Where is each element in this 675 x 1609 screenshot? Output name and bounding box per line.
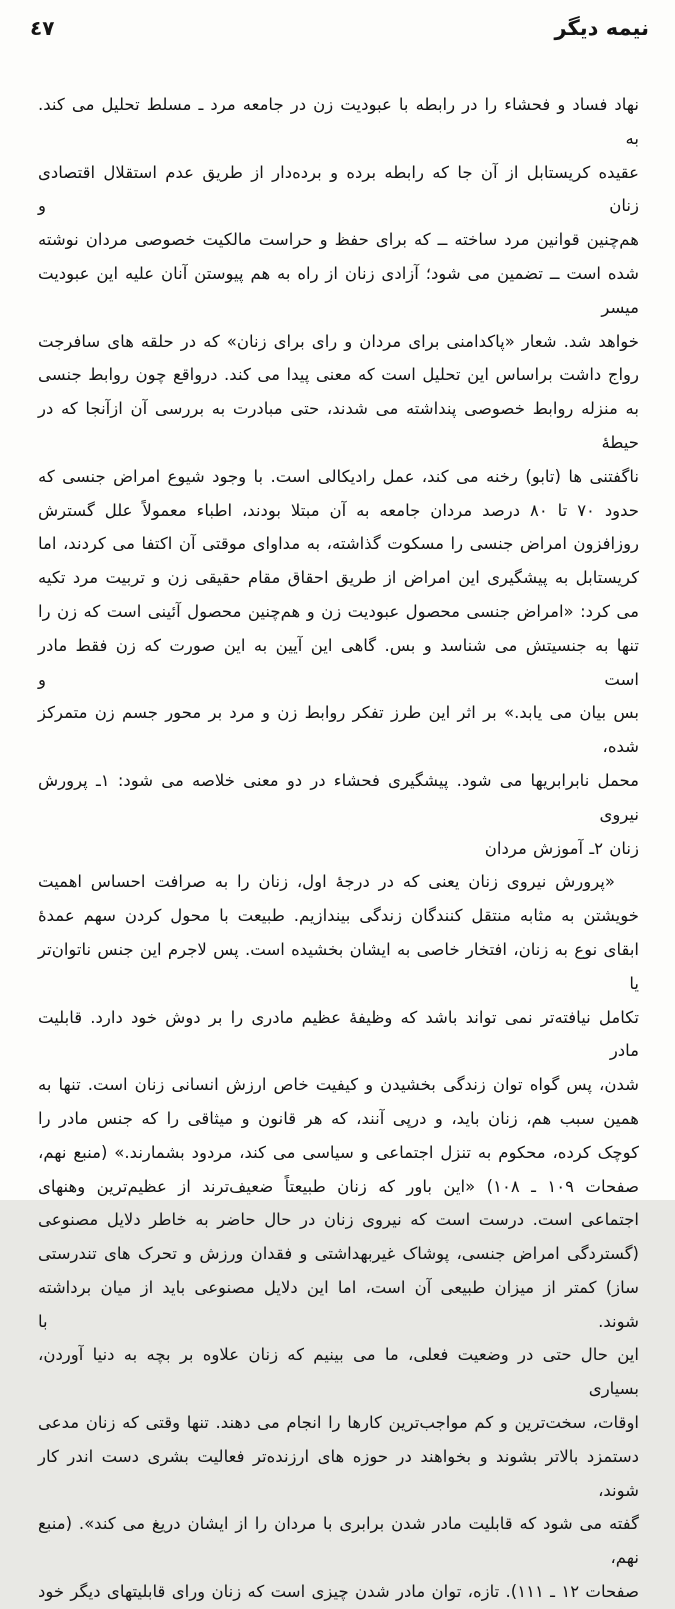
page-number: ٤٧ — [30, 16, 55, 40]
text-line: رواج داشت براساس این تحلیل است که معنی پیدا می کند. درواقع چون روابط جنسی — [38, 365, 639, 385]
text-line: ناگفتنی ها (تابو) رخنه می کند، عمل رادیکالی است. با وجود شیوع امراض جنسی که — [38, 466, 639, 486]
text-line: شده است ــ تضمین می شود؛ آزادی زنان از راه به هم پیوستن آنان علیه این عبودیت میسر — [38, 263, 639, 317]
page-body — [38, 88, 639, 1609]
text-line: زنان ۲ـ آموزش مردان — [484, 838, 639, 858]
text-line: محمل نابرابریها می شود. پیشگیری فحشاء در دو معنی خلاصه می شود: ۱ـ پرورش نیروی — [38, 770, 640, 824]
text-line: تکامل نیافته‌تر نمی تواند باشد که وظیفهٔ عظیم مادری را بر دوش خود دارد. قابلیت مادر — [38, 1007, 639, 1061]
text-line: نهاد فساد و فحشاء را در رابطه با عبودیت زن در جامعه مرد ـ مسلط تحلیل می کند. به — [38, 95, 639, 148]
page-header — [30, 12, 649, 44]
text-line: هم‌چنین قوانین مرد ساخته ــ که برای حفظ و حراست مالکیت خصوصی مردان نوشته — [38, 230, 639, 250]
text-line: اجتماعی است. درست است که نیروی زنان در حال حاضر به خاطر دلایل مصنوعی — [38, 1210, 639, 1230]
text-line: (گستردگی امراض جنسی، پوشاک غیربهداشتی و فقدان ورزش و تحرک های تندرستی — [38, 1244, 639, 1264]
text-line: ساز) کمتر از میزان طبیعی آن است، اما این دلایل مصنوعی باید از میان برداشته شوند. با — [38, 1277, 639, 1331]
text-line: تنها به جنسیتش می شناسد و بس. گاهی این آیین به این صورت که زن فقط مادر است و — [38, 635, 639, 689]
text-line: به منزله روابط خصوصی پنداشته می شدند، حتی مبادرت به بررسی آن ازآنجا که در حیطهٔ — [38, 399, 639, 452]
text-line: روزافزون امراض جنسی را مسکوت گذاشته، به مداوای موقتی آن اکتفا می کردند، اما — [38, 534, 639, 554]
text-line: خویشتن به مثابه منتقل کنندگان زندگی بیندازیم. طبیعت با محول کردن سهم عمدهٔ — [38, 906, 639, 926]
text-line: خواهد شد. شعار «پاکدامنی برای مردان و رای برای زنان» که در حلقه های سافرجت — [38, 331, 639, 351]
text-line: گفته می شود که قابلیت مادر شدن برابری با مردان را از ایشان دریغ می کند». (منبع نهم، — [38, 1514, 639, 1568]
text-line: بس بیان می یابد.» بر اثر این طرز تفکر روابط زن و مرد بر محور جسم زن متمرکز شده، — [38, 703, 639, 757]
text-line: می کرد: «امراض جنسی محصول عبودیت زن و هم‌چنین محصول آئینی است که زن را — [38, 601, 639, 621]
text-line: صفحات ۱۲ ـ ۱۱۱). تازه، توان مادر شدن چیزی است که زنان ورای قابلیتهای دیگر خود — [38, 1582, 639, 1602]
text-line: اوقات، سخت‌ترین و کم مواجب‌ترین کارها را انجام می دهند. تنها وقتی که زنان مدعی — [38, 1413, 639, 1433]
text-line: حدود ۷۰ تا ۸۰ درصد مردان جامعه به آن مبتلا بودند، اطباء معمولاً علل گسترش — [38, 500, 640, 520]
text-line: عقیده کریستابل از آن جا که رابطه برده و برده‌دار از طریق عدم استقلال اقتصادی زنان و — [38, 162, 639, 216]
text-line: همین سبب هم، زنان باید، و درپی آنند، که هر قانون و میثاقی را که جنس مادر را — [38, 1108, 639, 1128]
text-line: صفحات ۱۰۹ ـ ۱۰۸) «این باور که زنان طبیعتاً ضعیف‌ترند از عظیم‌ترین وهنهای — [38, 1176, 639, 1196]
text-line: این حال حتی در وضعیت فعلی، ما می بینیم که زنان علاوه بر بچه به دنیا آوردن، بسیاری — [38, 1345, 639, 1399]
text-line: شدن، پس گواه توان زندگی بخشیدن و کیفیت خاص ارزش انسانی زنان است. تنها به — [38, 1075, 639, 1095]
text-line: «پرورش نیروی زنان یعنی که در درجهٔ اول، زنان را به صرافت احساس اهمیت — [38, 872, 615, 892]
text-line: کوچک کرده، محکوم به تنزل اجتماعی و سیاسی می کند، مردود بشمارند.» (منبع نهم، — [38, 1142, 639, 1162]
text-line: ابقای نوع به زنان، افتخار خاصی به ایشان بخشیده است. پس لاجرم این جنس ناتوان‌تر یا — [38, 939, 639, 993]
book-title: نیمه دیگر — [554, 16, 649, 40]
text-line: کریستابل به پیشگیری این امراض از طریق احقاق مقام حقیقی زن و تربیت مرد تکیه — [38, 568, 639, 588]
text-line: دستمزد بالاتر بشوند و بخواهند در حوزه های ارزنده‌تر فعالیت بشری دست اندر کار شوند، — [38, 1446, 639, 1500]
